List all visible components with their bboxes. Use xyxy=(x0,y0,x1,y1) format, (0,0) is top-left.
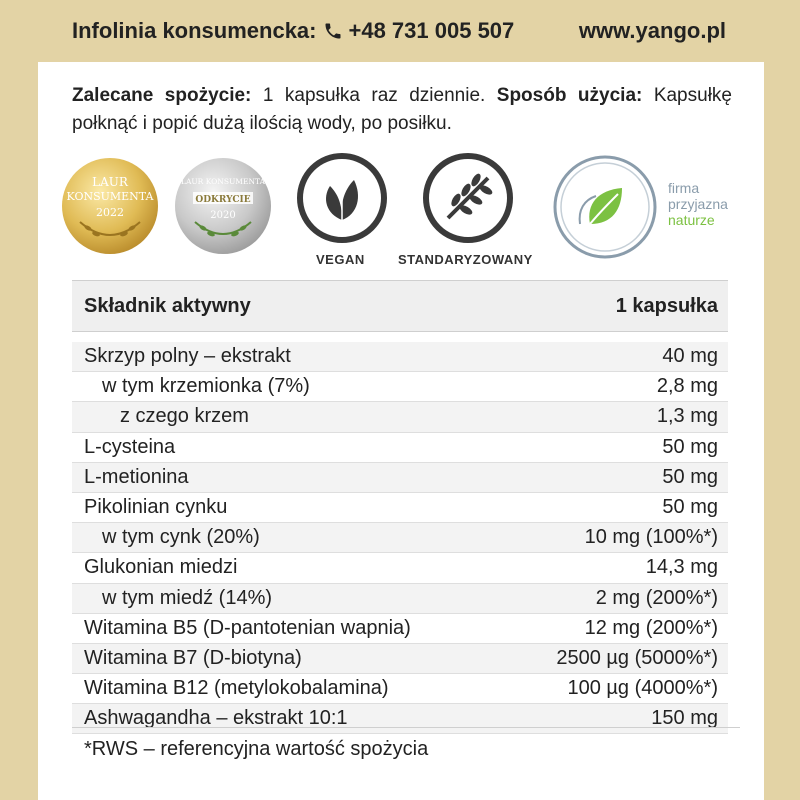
ingredient-name: L-cysteina xyxy=(84,435,176,458)
hotline-label: Infolinia konsumencka: xyxy=(72,18,317,43)
standardized-label: STANDARYZOWANY xyxy=(398,252,533,267)
badges-row xyxy=(38,150,764,270)
ingredient-name: Glukonian miedzi xyxy=(84,556,238,579)
ingredient-name: Ashwagandha – ekstrakt 10:1 xyxy=(84,707,348,730)
eco-line1: firma xyxy=(668,180,700,196)
laur-2022-year: 2022 xyxy=(96,206,124,219)
ingredient-name: L-metionina xyxy=(84,465,189,488)
ingredient-amount: 1,3 mg xyxy=(656,405,718,428)
ingredient-amount: 2 mg (200%*) xyxy=(595,586,718,609)
header-ingredient: Składnik aktywny xyxy=(84,294,251,317)
table-row xyxy=(72,614,728,644)
hotline-number[interactable]: +48 731 005 507 xyxy=(348,18,515,43)
table-row xyxy=(72,402,728,432)
footnote: *RWS – referencyjna wartość spożycia xyxy=(72,727,740,761)
table-row xyxy=(72,523,728,553)
ingredient-name: w tym cynk (20%) xyxy=(102,526,260,549)
ingredient-name: Witamina B5 (D-pantotenian wapnia) xyxy=(84,616,411,639)
table-row xyxy=(72,342,728,372)
ingredient-name: z czego krzem xyxy=(120,405,249,428)
table-row xyxy=(72,644,728,674)
ingredient-amount: 12 mg (200%*) xyxy=(584,616,718,639)
ingredient-amount: 10 mg (100%*) xyxy=(584,526,718,549)
table-row xyxy=(72,493,728,523)
ingredient-name: Skrzyp polny – ekstrakt xyxy=(84,345,291,368)
method-label: Sposób użycia: xyxy=(496,85,643,106)
laur-2020-badge xyxy=(173,156,273,256)
laur-2022-badge xyxy=(60,156,160,256)
header-bar xyxy=(0,0,800,62)
laur-2022-line2: KONSUMENTA xyxy=(66,190,154,203)
ingredient-name: Witamina B12 (metylokobalamina) xyxy=(84,677,389,700)
ingredient-name: w tym krzemionka (7%) xyxy=(102,375,310,398)
website-link[interactable]: www.yango.pl xyxy=(578,18,726,43)
ingredient-amount: 50 mg xyxy=(662,435,718,458)
label-panel xyxy=(38,62,764,800)
laur-2020-line2: ODKRYCIE xyxy=(195,195,251,205)
laur-2022-line1: LAUR xyxy=(92,175,128,189)
eco-leaf-icon xyxy=(550,152,660,262)
laur-2020-line1: LAUR KONSUMENTA xyxy=(180,177,266,186)
phone-icon xyxy=(323,21,343,41)
ingredients-table xyxy=(72,280,728,734)
table-row xyxy=(72,674,728,704)
table-row xyxy=(72,372,728,402)
ingredient-name: Witamina B7 (D-biotyna) xyxy=(84,646,302,669)
dose-label: Zalecane spożycie: xyxy=(72,85,252,106)
vegan-icon xyxy=(296,152,388,244)
table-body xyxy=(72,342,728,734)
eco-text xyxy=(668,180,728,228)
vegan-label: VEGAN xyxy=(316,252,365,267)
ingredient-name: Pikolinian cynku xyxy=(84,496,228,519)
table-row xyxy=(72,553,728,583)
ingredient-amount: 14,3 mg xyxy=(645,556,718,579)
eco-line3: naturze xyxy=(668,212,715,228)
table-row xyxy=(72,433,728,463)
table-row xyxy=(72,463,728,493)
ingredient-amount: 50 mg xyxy=(662,496,718,519)
table-header xyxy=(72,280,728,332)
ingredient-amount: 40 mg xyxy=(662,345,718,368)
table-row xyxy=(72,584,728,614)
ingredient-amount: 150 mg xyxy=(651,707,718,730)
ingredient-amount: 2500 µg (5000%*) xyxy=(556,646,718,669)
ingredient-amount: 50 mg xyxy=(662,465,718,488)
ingredient-name: w tym miedź (14%) xyxy=(102,586,273,609)
eco-line2: przyjazna xyxy=(668,196,728,212)
usage-text xyxy=(72,82,732,138)
hotline xyxy=(72,18,514,44)
ingredient-amount: 100 µg (4000%*) xyxy=(567,677,718,700)
header-amount: 1 kapsułka xyxy=(615,294,718,317)
ingredient-amount: 2,8 mg xyxy=(656,375,718,398)
standardized-icon xyxy=(422,152,514,244)
laur-2020-year: 2020 xyxy=(210,210,236,221)
dose-text: 1 kapsułka raz dziennie. xyxy=(251,85,497,106)
method-text: Kapsułkę połknąć i popić dużą ilością wody, po posiłku. xyxy=(72,85,732,134)
